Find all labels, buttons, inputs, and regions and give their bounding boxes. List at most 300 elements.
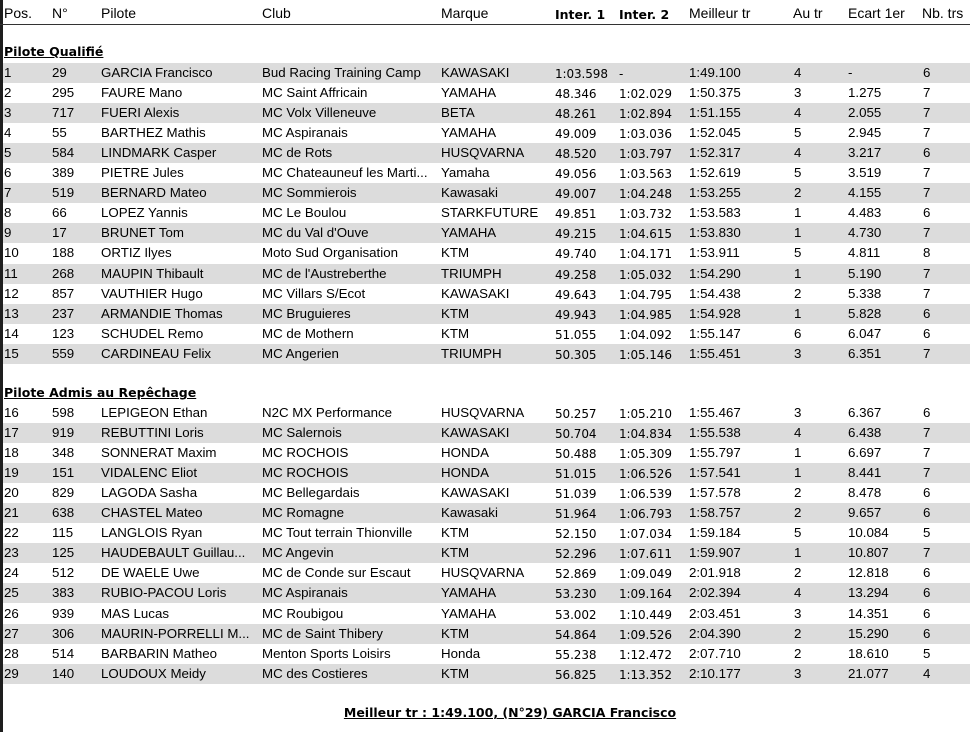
cell-inter2: 1:09.164 xyxy=(619,587,672,602)
table-row xyxy=(3,344,970,364)
cell-club: MC de Rots xyxy=(262,145,333,161)
cell-meilleur-tr: 1:55.451 xyxy=(689,345,741,361)
cell-au-tr: 3 xyxy=(794,605,802,621)
cell-marque: YAMAHA xyxy=(441,125,497,141)
header-pilote: Pilote xyxy=(101,5,137,21)
cell-number: 188 xyxy=(52,245,75,261)
cell-inter2: 1:04.834 xyxy=(619,427,672,442)
cell-meilleur-tr: 1:55.797 xyxy=(689,445,741,461)
cell-meilleur-tr: 1:57.541 xyxy=(689,465,741,481)
header-marque: Marque xyxy=(441,5,489,21)
cell-pos: 24 xyxy=(4,565,19,581)
cell-number: 598 xyxy=(52,405,75,420)
cell-ecart-1er: - xyxy=(848,65,853,80)
cell-au-tr: 4 xyxy=(794,585,802,601)
cell-meilleur-tr: 1:51.155 xyxy=(689,105,741,121)
cell-pilote: BRUNET Tom xyxy=(101,225,185,241)
cell-pilote: LAGODA Sasha xyxy=(101,485,198,501)
cell-meilleur-tr: 1:52.619 xyxy=(689,165,741,181)
cell-pilote: FAURE Mano xyxy=(101,85,183,101)
cell-ecart-1er: 2.055 xyxy=(848,105,882,121)
cell-ecart-1er: 9.657 xyxy=(848,505,882,521)
cell-au-tr: 3 xyxy=(794,665,802,681)
cell-au-tr: 3 xyxy=(794,405,802,420)
cell-marque: KTM xyxy=(441,245,470,261)
cell-club: MC Villars S/Ecot xyxy=(262,285,366,301)
cell-marque: Kawasaki xyxy=(441,505,498,521)
cell-nb-trs: 6 xyxy=(923,505,931,521)
cell-inter2: 1:03.732 xyxy=(619,207,672,222)
cell-marque: KTM xyxy=(441,525,470,541)
cell-inter1: 52.296 xyxy=(555,547,597,562)
table-row xyxy=(3,143,970,163)
cell-inter1: 51.055 xyxy=(555,327,597,342)
cell-marque: KAWASAKI xyxy=(441,285,510,301)
cell-pilote: BERNARD Mateo xyxy=(101,185,207,201)
cell-meilleur-tr: 2:10.177 xyxy=(689,665,741,681)
cell-nb-trs: 6 xyxy=(923,65,931,80)
cell-inter1: 52.869 xyxy=(555,567,597,582)
cell-pos: 1 xyxy=(4,65,12,80)
table-row xyxy=(3,324,970,344)
table-row xyxy=(3,583,970,603)
cell-pilote: MAUPIN Thibault xyxy=(101,265,204,281)
cell-pilote: BARTHEZ Mathis xyxy=(101,125,206,141)
cell-inter2: 1:04.985 xyxy=(619,307,672,322)
cell-pilote: ORTIZ Ilyes xyxy=(101,245,172,261)
cell-ecart-1er: 3.217 xyxy=(848,145,882,161)
cell-pos: 16 xyxy=(4,405,19,420)
cell-pos: 6 xyxy=(4,165,12,181)
cell-au-tr: 3 xyxy=(794,85,802,101)
cell-number: 115 xyxy=(52,525,74,541)
cell-inter2: 1:03.797 xyxy=(619,147,672,162)
cell-club: MC Roubigou xyxy=(262,605,344,621)
section-title: Pilote Qualifié xyxy=(4,44,104,59)
cell-pilote: LEPIGEON Ethan xyxy=(101,405,208,420)
cell-number: 512 xyxy=(52,565,75,581)
cell-inter1: 49.851 xyxy=(555,207,597,222)
cell-number: 919 xyxy=(52,425,75,441)
cell-pos: 18 xyxy=(4,445,19,461)
cell-number: 66 xyxy=(52,205,67,221)
cell-inter1: 53.230 xyxy=(555,587,597,602)
header-pos: Pos. xyxy=(4,5,33,21)
cell-number: 389 xyxy=(52,165,75,181)
cell-ecart-1er: 5.190 xyxy=(848,265,882,281)
cell-au-tr: 5 xyxy=(794,245,802,261)
cell-marque: KAWASAKI xyxy=(441,485,510,501)
cell-nb-trs: 4 xyxy=(923,665,931,681)
cell-au-tr: 2 xyxy=(794,645,802,661)
cell-number: 29 xyxy=(52,65,67,80)
cell-pos: 15 xyxy=(4,345,19,361)
cell-marque: BETA xyxy=(441,105,475,121)
table-row xyxy=(3,604,970,624)
cell-inter2: 1:06.539 xyxy=(619,487,672,502)
cell-inter1: 49.009 xyxy=(555,127,597,142)
cell-pos: 11 xyxy=(4,265,18,281)
cell-meilleur-tr: 1:53.911 xyxy=(689,245,740,261)
cell-meilleur-tr: 1:53.830 xyxy=(689,225,741,241)
table-row xyxy=(3,624,970,644)
cell-inter2: 1:04.248 xyxy=(619,187,672,202)
cell-club: MC Tout terrain Thionville xyxy=(262,525,413,541)
cell-inter1: 49.215 xyxy=(555,227,597,242)
cell-meilleur-tr: 2:02.394 xyxy=(689,585,741,601)
cell-ecart-1er: 5.338 xyxy=(848,285,882,301)
cell-number: 514 xyxy=(52,645,75,661)
cell-pos: 8 xyxy=(4,205,12,221)
cell-meilleur-tr: 1:54.438 xyxy=(689,285,741,301)
cell-inter1: 55.238 xyxy=(555,647,597,662)
cell-pos: 29 xyxy=(4,665,19,681)
cell-number: 151 xyxy=(52,465,75,481)
cell-nb-trs: 6 xyxy=(923,405,931,420)
cell-nb-trs: 7 xyxy=(923,345,931,361)
cell-nb-trs: 7 xyxy=(923,285,931,301)
cell-pilote: LINDMARK Casper xyxy=(101,145,217,161)
table-row xyxy=(3,304,970,324)
cell-au-tr: 4 xyxy=(794,65,802,80)
header-no: N° xyxy=(52,5,68,21)
cell-number: 123 xyxy=(52,325,75,341)
cell-marque: KAWASAKI xyxy=(441,65,510,80)
cell-inter2: 1:05.032 xyxy=(619,267,672,282)
cell-marque: HONDA xyxy=(441,465,490,481)
cell-ecart-1er: 4.811 xyxy=(848,245,881,261)
cell-nb-trs: 7 xyxy=(923,165,931,181)
cell-club: MC ROCHOIS xyxy=(262,465,349,481)
cell-nb-trs: 6 xyxy=(923,625,931,641)
cell-marque: HONDA xyxy=(441,445,490,461)
cell-ecart-1er: 5.828 xyxy=(848,305,882,321)
cell-club: MC de Mothern xyxy=(262,325,354,341)
cell-nb-trs: 5 xyxy=(923,645,931,661)
cell-inter1: 49.740 xyxy=(555,247,597,262)
cell-inter2: 1:06.526 xyxy=(619,467,672,482)
cell-number: 17 xyxy=(52,225,67,241)
cell-meilleur-tr: 1:50.375 xyxy=(689,85,741,101)
cell-marque: YAMAHA xyxy=(441,85,497,101)
cell-number: 559 xyxy=(52,345,75,361)
cell-inter2: 1:03.036 xyxy=(619,127,672,142)
cell-pos: 7 xyxy=(4,185,12,201)
cell-ecart-1er: 15.290 xyxy=(848,625,889,641)
cell-club: MC de Conde sur Escaut xyxy=(262,565,411,581)
cell-inter1: 50.305 xyxy=(555,347,597,362)
cell-number: 584 xyxy=(52,145,75,161)
table-row xyxy=(3,103,970,123)
cell-pilote: GARCIA Francisco xyxy=(101,65,213,80)
cell-meilleur-tr: 1:49.100 xyxy=(689,65,741,80)
cell-pilote: BARBARIN Matheo xyxy=(101,645,218,661)
cell-club: Bud Racing Training Camp xyxy=(262,65,421,80)
cell-au-tr: 2 xyxy=(794,485,802,501)
cell-inter1: 48.261 xyxy=(555,107,597,122)
cell-au-tr: 5 xyxy=(794,525,802,541)
cell-number: 829 xyxy=(52,485,75,501)
cell-nb-trs: 5 xyxy=(923,525,931,541)
cell-inter1: 51.039 xyxy=(555,487,597,502)
cell-nb-trs: 6 xyxy=(923,485,931,501)
cell-meilleur-tr: 1:58.757 xyxy=(689,505,741,521)
cell-marque: KTM xyxy=(441,545,470,561)
cell-pos: 5 xyxy=(4,145,12,161)
cell-ecart-1er: 3.519 xyxy=(848,165,882,181)
cell-inter2: 1:06.793 xyxy=(619,507,672,522)
cell-pos: 10 xyxy=(4,245,19,261)
cell-marque: KTM xyxy=(441,325,470,341)
cell-ecart-1er: 8.441 xyxy=(848,465,882,481)
cell-au-tr: 1 xyxy=(794,305,802,321)
cell-au-tr: 1 xyxy=(794,465,802,481)
cell-inter1: 49.943 xyxy=(555,307,597,322)
cell-inter2: 1:07.611 xyxy=(619,547,672,562)
cell-ecart-1er: 4.730 xyxy=(848,225,882,241)
cell-marque: YAMAHA xyxy=(441,605,497,621)
cell-nb-trs: 7 xyxy=(923,125,931,141)
cell-meilleur-tr: 1:59.907 xyxy=(689,545,741,561)
cell-inter1: 48.520 xyxy=(555,147,597,162)
cell-number: 383 xyxy=(52,585,75,601)
cell-meilleur-tr: 1:55.538 xyxy=(689,425,741,441)
cell-club: MC Aspiranais xyxy=(262,585,348,601)
cell-nb-trs: 7 xyxy=(923,445,931,461)
cell-inter2: 1:05.146 xyxy=(619,347,672,362)
cell-club: MC Chateauneuf les Marti... xyxy=(262,165,428,181)
cell-marque: KTM xyxy=(441,625,470,641)
cell-marque: HUSQVARNA xyxy=(441,145,525,161)
cell-ecart-1er: 4.483 xyxy=(848,205,882,221)
cell-inter1: 1:03.598 xyxy=(555,67,608,81)
cell-ecart-1er: 2.945 xyxy=(848,125,882,141)
header-inter2: Inter. 2 xyxy=(619,7,670,22)
cell-pilote: SCHUDEL Remo xyxy=(101,325,204,341)
cell-number: 717 xyxy=(52,105,75,121)
cell-marque: KTM xyxy=(441,305,470,321)
cell-nb-trs: 7 xyxy=(923,85,931,101)
cell-club: MC de Saint Thibery xyxy=(262,625,383,641)
cell-number: 237 xyxy=(52,305,75,321)
cell-pilote: RUBIO-PACOU Loris xyxy=(101,585,227,601)
cell-pilote: HAUDEBAULT Guillau... xyxy=(101,545,246,561)
section-title: Pilote Admis au Repêchage xyxy=(4,385,197,400)
table-row xyxy=(3,123,970,143)
cell-au-tr: 5 xyxy=(794,165,802,181)
cell-pos: 14 xyxy=(4,325,19,341)
cell-pilote: SONNERAT Maxim xyxy=(101,445,217,461)
cell-nb-trs: 6 xyxy=(923,605,931,621)
cell-marque: HUSQVARNA xyxy=(441,565,525,581)
cell-inter1: 56.825 xyxy=(555,667,597,682)
cell-number: 268 xyxy=(52,265,75,281)
cell-club: MC Romagne xyxy=(262,505,345,521)
cell-pos: 23 xyxy=(4,545,19,561)
table-row xyxy=(3,403,970,423)
cell-marque: Kawasaki xyxy=(441,185,498,201)
cell-club: MC Angerien xyxy=(262,345,339,361)
cell-inter1: 51.015 xyxy=(555,467,597,482)
cell-club: Menton Sports Loisirs xyxy=(262,645,391,661)
table-row xyxy=(3,163,970,183)
cell-nb-trs: 6 xyxy=(923,145,931,161)
cell-ecart-1er: 6.438 xyxy=(848,425,882,441)
cell-au-tr: 6 xyxy=(794,325,802,341)
cell-nb-trs: 7 xyxy=(923,105,931,121)
cell-marque: TRIUMPH xyxy=(441,265,502,281)
cell-inter1: 49.258 xyxy=(555,267,597,282)
cell-inter1: 54.864 xyxy=(555,627,597,642)
cell-au-tr: 4 xyxy=(794,425,802,441)
cell-pilote: CARDINEAU Felix xyxy=(101,345,212,361)
cell-inter1: 49.056 xyxy=(555,167,597,182)
cell-nb-trs: 6 xyxy=(923,565,931,581)
cell-inter2: 1:04.615 xyxy=(619,227,672,242)
cell-au-tr: 4 xyxy=(794,145,802,161)
cell-nb-trs: 6 xyxy=(923,205,931,221)
table-row xyxy=(3,443,970,463)
cell-ecart-1er: 6.351 xyxy=(848,345,882,361)
cell-club: Moto Sud Organisation xyxy=(262,245,399,261)
cell-pos: 26 xyxy=(4,605,19,621)
cell-au-tr: 3 xyxy=(794,345,802,361)
table-row xyxy=(3,63,970,83)
cell-ecart-1er: 13.294 xyxy=(848,585,889,601)
cell-ecart-1er: 6.697 xyxy=(848,445,882,461)
cell-inter2: 1:09.526 xyxy=(619,627,672,642)
cell-pos: 2 xyxy=(4,85,12,101)
cell-pos: 21 xyxy=(4,505,19,521)
cell-inter2: 1:03.563 xyxy=(619,167,672,182)
header-ecart-1er: Ecart 1er xyxy=(848,5,905,21)
cell-inter2: - xyxy=(619,67,624,81)
cell-club: MC ROCHOIS xyxy=(262,445,349,461)
cell-nb-trs: 8 xyxy=(923,245,931,261)
cell-nb-trs: 7 xyxy=(923,545,931,561)
cell-au-tr: 1 xyxy=(794,265,802,281)
table-row xyxy=(3,523,970,543)
table-row xyxy=(3,503,970,523)
cell-number: 857 xyxy=(52,285,75,301)
cell-meilleur-tr: 1:52.045 xyxy=(689,125,741,141)
cell-meilleur-tr: 1:57.578 xyxy=(689,485,741,501)
cell-nb-trs: 7 xyxy=(923,425,931,441)
cell-pos: 12 xyxy=(4,285,19,301)
cell-pilote: MAURIN-PORRELLI M... xyxy=(101,625,250,641)
table-row xyxy=(3,483,970,503)
cell-inter2: 1:04.795 xyxy=(619,287,672,302)
cell-pos: 4 xyxy=(4,125,12,141)
cell-inter1: 49.643 xyxy=(555,287,597,302)
cell-au-tr: 5 xyxy=(794,125,802,141)
cell-club: MC Le Boulou xyxy=(262,205,347,221)
cell-au-tr: 1 xyxy=(794,445,802,461)
cell-pos: 13 xyxy=(4,305,19,321)
cell-au-tr: 2 xyxy=(794,185,802,201)
cell-number: 939 xyxy=(52,605,75,621)
header-au-tr: Au tr xyxy=(793,5,823,21)
cell-inter1: 50.257 xyxy=(555,407,597,421)
cell-club: MC des Costieres xyxy=(262,665,368,681)
cell-inter2: 1:12.472 xyxy=(619,647,672,662)
cell-inter2: 1:10.449 xyxy=(619,607,672,622)
table-row xyxy=(3,563,970,583)
header-club: Club xyxy=(262,5,291,21)
cell-inter2: 1:07.034 xyxy=(619,527,672,542)
cell-pos: 9 xyxy=(4,225,12,241)
cell-pos: 20 xyxy=(4,485,19,501)
table-row xyxy=(3,203,970,223)
cell-ecart-1er: 6.047 xyxy=(848,325,882,341)
cell-ecart-1er: 10.807 xyxy=(848,545,889,561)
cell-pos: 22 xyxy=(4,525,19,541)
cell-club: N2C MX Performance xyxy=(262,405,393,420)
cell-marque: Honda xyxy=(441,645,481,661)
cell-meilleur-tr: 2:04.390 xyxy=(689,625,741,641)
table-row xyxy=(3,463,970,483)
cell-marque: YAMAHA xyxy=(441,225,497,241)
cell-number: 140 xyxy=(52,665,75,681)
cell-marque: HUSQVARNA xyxy=(441,405,525,420)
cell-inter1: 52.150 xyxy=(555,527,597,542)
cell-marque: KTM xyxy=(441,665,470,681)
cell-meilleur-tr: 1:54.928 xyxy=(689,305,741,321)
table-row xyxy=(3,223,970,243)
cell-club: MC de l'Austreberthe xyxy=(262,265,387,281)
cell-number: 348 xyxy=(52,445,75,461)
cell-pos: 27 xyxy=(4,625,19,641)
cell-meilleur-tr: 1:59.184 xyxy=(689,525,741,541)
cell-club: MC du Val d'Ouve xyxy=(262,225,369,241)
cell-number: 519 xyxy=(52,185,75,201)
cell-inter1: 51.964 xyxy=(555,507,597,522)
cell-inter1: 50.488 xyxy=(555,447,597,462)
cell-pilote: DE WAELE Uwe xyxy=(101,565,200,581)
cell-pilote: REBUTTINI Loris xyxy=(101,425,204,441)
cell-pilote: MAS Lucas xyxy=(101,605,169,621)
cell-inter1: 53.002 xyxy=(555,607,597,622)
cell-number: 55 xyxy=(52,125,67,141)
cell-inter1: 49.007 xyxy=(555,187,597,202)
cell-pilote: LANGLOIS Ryan xyxy=(101,525,203,541)
cell-pilote: FUERI Alexis xyxy=(101,105,180,121)
cell-club: MC Sommierois xyxy=(262,185,357,201)
cell-ecart-1er: 18.610 xyxy=(848,645,889,661)
cell-club: MC Angevin xyxy=(262,545,334,561)
cell-inter2: 1:05.309 xyxy=(619,447,672,462)
cell-marque: Yamaha xyxy=(441,165,490,181)
header-inter1: Inter. 1 xyxy=(555,7,606,22)
cell-marque: TRIUMPH xyxy=(441,345,502,361)
cell-number: 295 xyxy=(52,85,75,101)
table-row xyxy=(3,284,970,304)
table-row xyxy=(3,664,970,684)
cell-inter2: 1:02.029 xyxy=(619,87,672,102)
cell-inter1: 48.346 xyxy=(555,87,597,102)
cell-nb-trs: 7 xyxy=(923,225,931,241)
cell-ecart-1er: 14.351 xyxy=(848,605,889,621)
cell-meilleur-tr: 1:53.583 xyxy=(689,205,741,221)
cell-pos: 19 xyxy=(4,465,19,481)
best-lap-summary: Meilleur tr : 1:49.100, (N°29) GARCIA Francisco xyxy=(343,705,677,720)
table-row xyxy=(3,243,970,263)
cell-au-tr: 4 xyxy=(794,105,802,121)
cell-nb-trs: 6 xyxy=(923,325,931,341)
header-nb-trs: Nb. trs xyxy=(922,5,964,21)
cell-club: MC Aspiranais xyxy=(262,125,348,141)
cell-au-tr: 1 xyxy=(794,225,802,241)
